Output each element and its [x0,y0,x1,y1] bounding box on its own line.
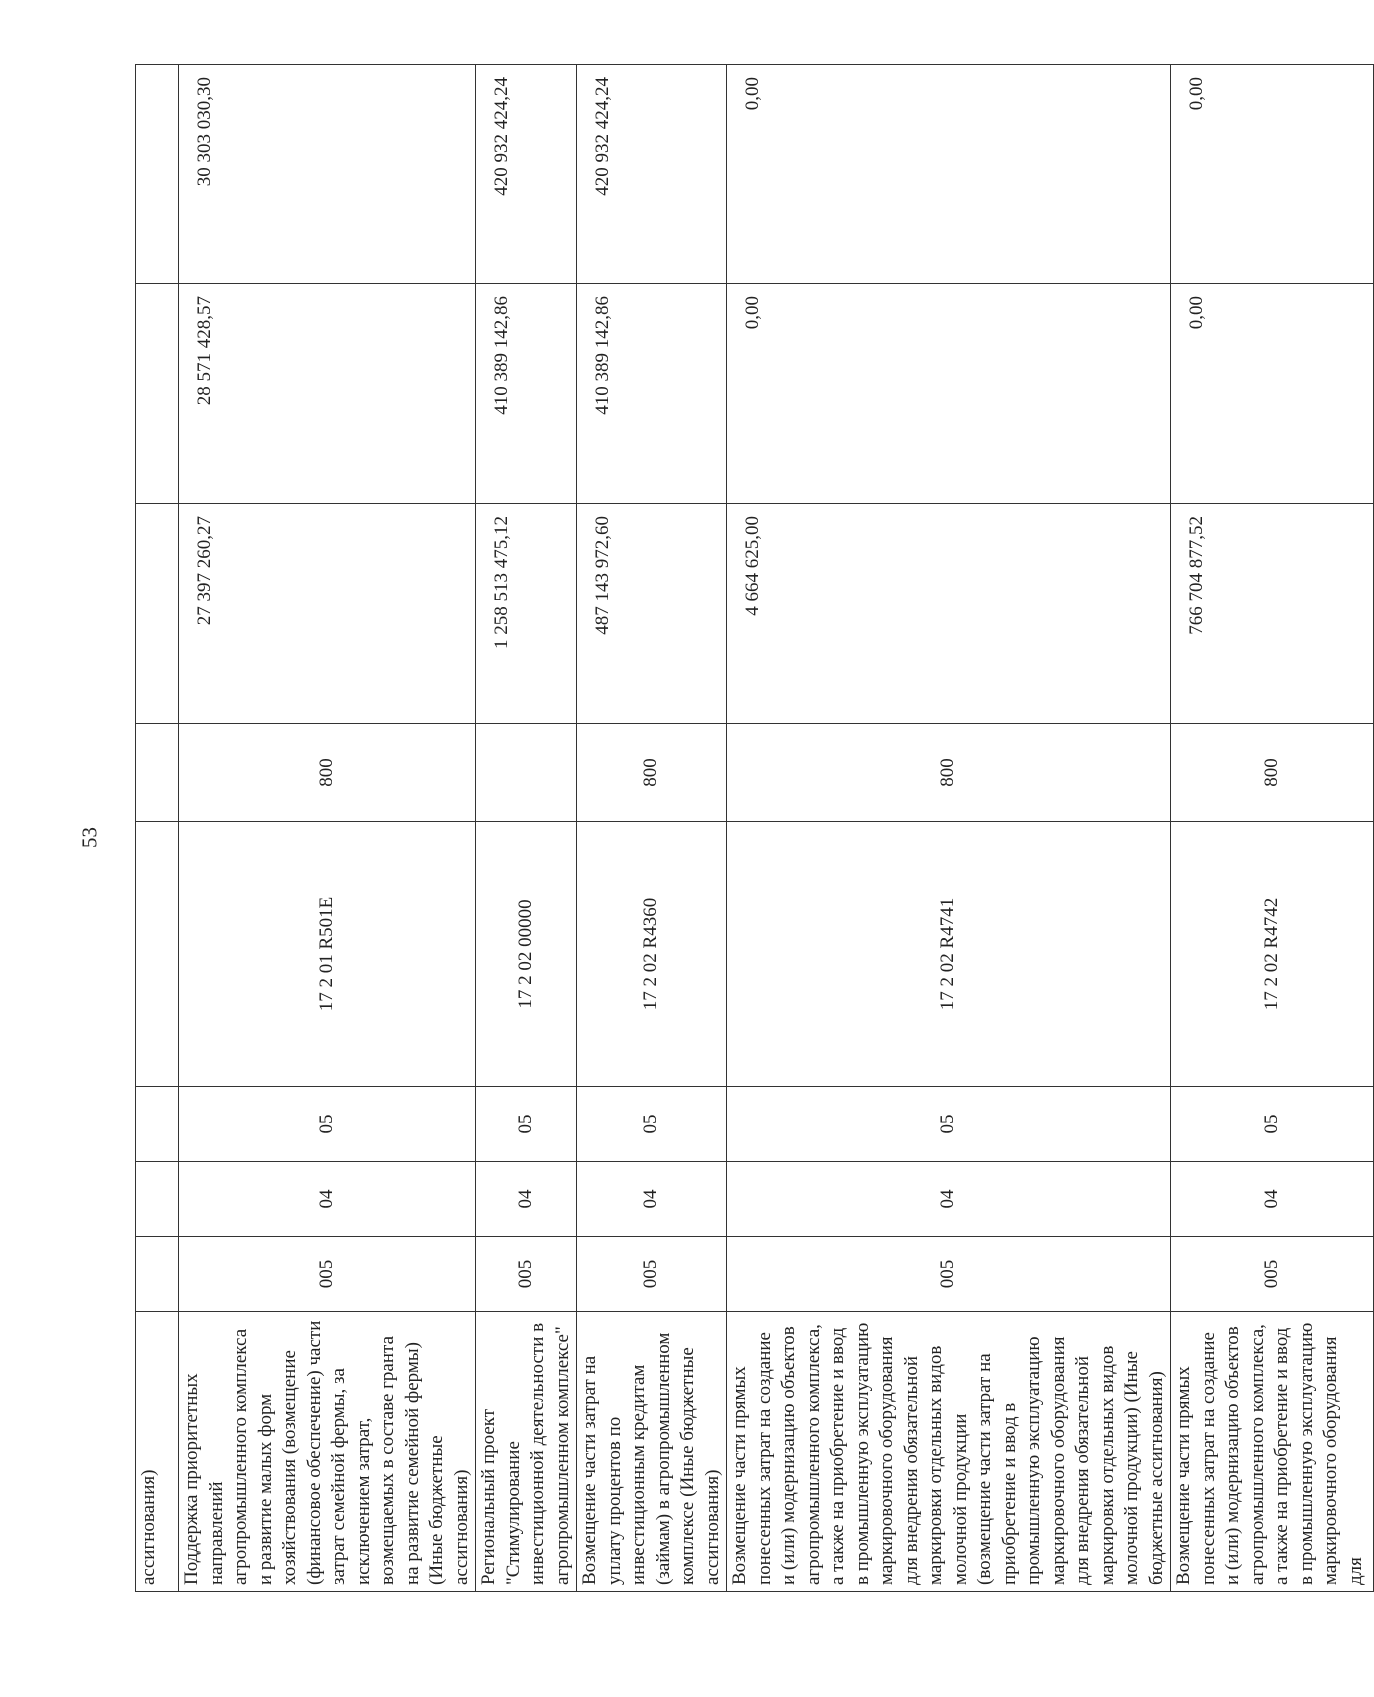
target-article-code: 17 2 02 R4360 [577,822,727,1087]
expense-type-code: 800 [179,724,476,822]
ministry-code [136,1237,179,1312]
expense-type-code [136,724,179,822]
table-row [577,65,727,1592]
section-code: 04 [727,1162,1171,1237]
subsection-code: 05 [179,1087,476,1162]
ministry-code: 005 [727,1237,1171,1312]
subsection-code: 05 [577,1087,727,1162]
amount-year-2 [136,284,179,504]
amount-year-1: 766 704 877,52 [1171,504,1374,724]
amount-year-3: 420 932 424,24 [577,65,727,284]
row-name: Региональный проект "Стимулирование инвестиционной деятельности в агропромышленном комплексе" [476,1312,577,1592]
amount-year-2: 410 389 142,86 [577,284,727,504]
budget-table [135,64,1374,1592]
amount-year-2: 0,00 [727,284,1171,504]
amount-year-2: 0,00 [1171,284,1374,504]
amount-year-1: 487 143 972,60 [577,504,727,724]
subsection-code: 05 [727,1087,1171,1162]
table-row [727,65,1171,1592]
subsection-code [136,1087,179,1162]
row-name: Возмещение части прямых понесенных затрат на создание и (или) модернизацию объектов агропромышленного комплекса, а также на приобретение и ввод в промышленную эксплуатацию маркировочного оборудования для внедрения обязательной маркировки отдельных видов молочной продукции (возмещение части затрат на приобретение и ввод в промышленную эксплуатацию маркировочного оборудования для внедрения обязательной маркировки отдельных видов молочной продукции) (Иные бюджетные ассигнования) [727,1312,1171,1592]
amount-year-1: 27 397 260,27 [179,504,476,724]
rotated-table-container [135,65,1366,1592]
amount-year-3: 30 303 030,30 [179,65,476,284]
row-name: ассигнования) [136,1312,179,1592]
subsection-code: 05 [476,1087,577,1162]
target-article-code: 17 2 02 R4741 [727,822,1171,1087]
amount-year-3: 0,00 [1171,65,1374,284]
section-code: 04 [179,1162,476,1237]
target-article-code: 17 2 02 00000 [476,822,577,1087]
section-code: 04 [1171,1162,1374,1237]
expense-type-code [476,724,577,822]
amount-year-3: 420 932 424,24 [476,65,577,284]
ministry-code: 005 [179,1237,476,1312]
ministry-code: 005 [577,1237,727,1312]
row-name: Возмещение части затрат на уплату процентов по инвестиционным кредитам (займам) в агропромышленном комплексе (Иные бюджетные ассигнования) [577,1312,727,1592]
table-row [136,65,179,1592]
subsection-code: 05 [1171,1087,1374,1162]
row-name: Поддержка приоритетных направлений агропромышленного комплекса и развитие малых форм хозяйствования (возмещение (финансовое обеспечение) части затрат семейной фермы, за исключением затрат, возмещаемых в составе гранта на развитие семейной фермы) (Иные бюджетные ассигнования) [179,1312,476,1592]
amount-year-1 [136,504,179,724]
target-article-code: 17 2 01 R501E [179,822,476,1087]
expense-type-code: 800 [1171,724,1374,822]
amount-year-1: 4 664 625,00 [727,504,1171,724]
expense-type-code: 800 [577,724,727,822]
amount-year-2: 28 571 428,57 [179,284,476,504]
amount-year-3 [136,65,179,284]
table-row [476,65,577,1592]
ministry-code: 005 [1171,1237,1374,1312]
ministry-code: 005 [476,1237,577,1312]
amount-year-1: 1 258 513 475,12 [476,504,577,724]
amount-year-2: 410 389 142,86 [476,284,577,504]
amount-year-3: 0,00 [727,65,1171,284]
target-article-code: 17 2 02 R4742 [1171,822,1374,1087]
expense-type-code: 800 [727,724,1171,822]
section-code: 04 [476,1162,577,1237]
row-name: Возмещение части прямых понесенных затрат на создание и (или) модернизацию объектов агропромышленного комплекса, а также на приобретение и ввод в промышленную эксплуатацию маркировочного оборудования для [1171,1312,1374,1592]
section-code: 04 [577,1162,727,1237]
table-row [179,65,476,1592]
target-article-code [136,822,179,1087]
section-code [136,1162,179,1237]
table-row [1171,65,1374,1592]
page-number: 53 [77,827,102,848]
